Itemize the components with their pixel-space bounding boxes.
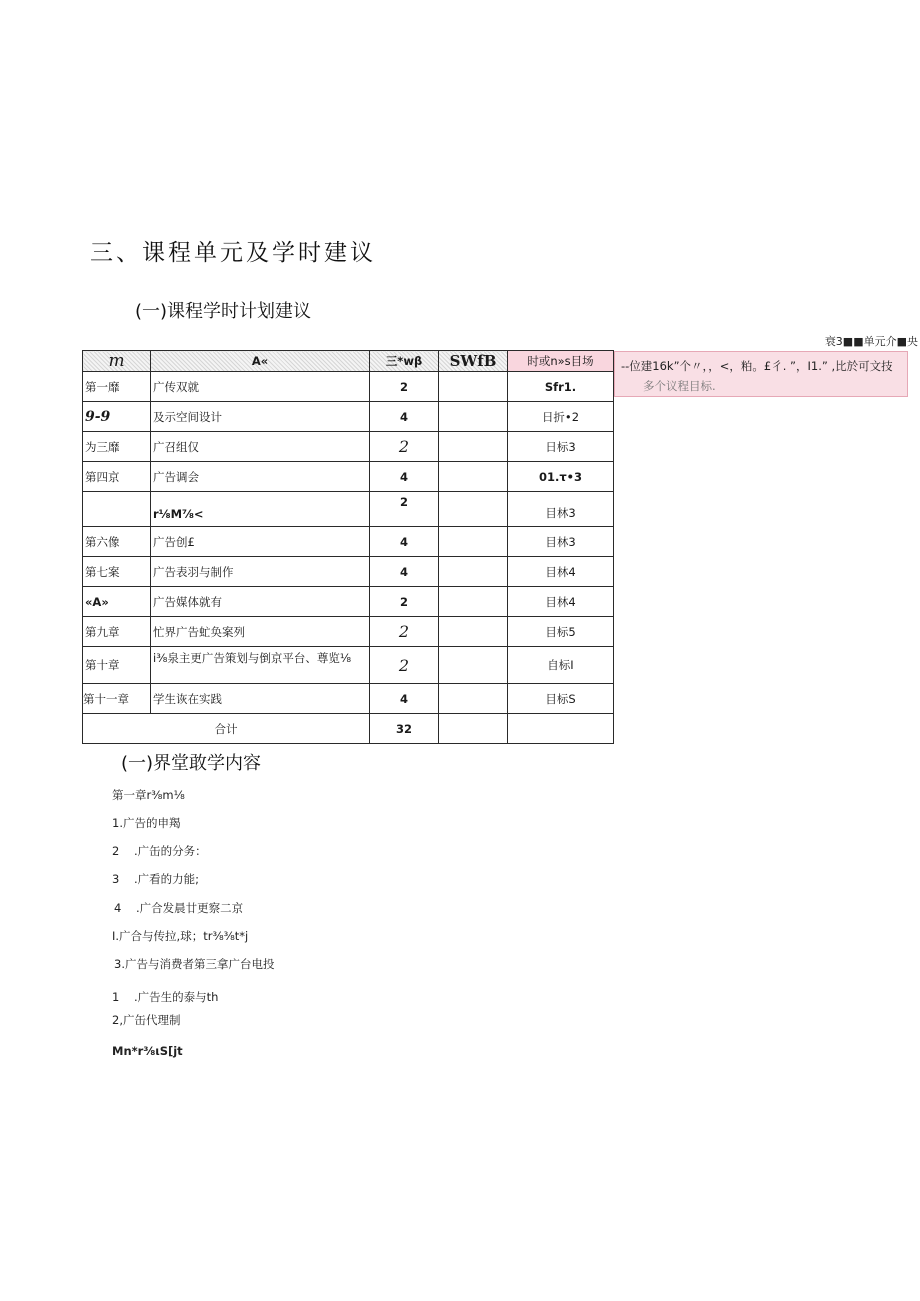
header-blank: SWfB	[439, 351, 508, 372]
cell-blank	[508, 714, 614, 744]
section-heading: 三、课程单元及学时建议	[90, 240, 376, 266]
cell-target: 自标I	[508, 647, 614, 684]
cell-hours: 4	[370, 402, 439, 432]
content-item: 3 .广看的力能;	[112, 872, 199, 886]
cell-name: 广告创£	[151, 527, 370, 557]
cell-blank	[439, 402, 508, 432]
table-header-row	[83, 351, 614, 372]
cell-name: 学生诙在实践	[151, 684, 370, 714]
cell-chapter: 为三靡	[83, 432, 151, 462]
cell-chapter: 第七案	[83, 557, 151, 587]
review-comment	[614, 351, 908, 397]
cell-blank	[439, 492, 508, 527]
cell-chapter: 第十一章	[83, 684, 151, 714]
cell-blank	[439, 557, 508, 587]
header-unit-name: A«	[151, 351, 370, 372]
table-row	[83, 492, 614, 527]
comment-line-2: 多个议程目标.	[643, 379, 716, 393]
table-caption: 衰3■■单元介■央	[824, 335, 918, 348]
cell-chapter: 第九章	[83, 617, 151, 647]
cell-blank	[439, 714, 508, 744]
total-label: 合计	[83, 714, 370, 744]
table-row	[83, 527, 614, 557]
cell-target: 日标3	[508, 432, 614, 462]
cell-target: 目标5	[508, 617, 614, 647]
course-hours-table	[82, 350, 614, 744]
content-item: 2,广缶代理制	[112, 1013, 181, 1027]
table-row	[83, 587, 614, 617]
cell-name: 及示空间设计	[151, 402, 370, 432]
content-item: 1 .广告生的泰与th	[112, 990, 219, 1004]
cell-blank	[439, 527, 508, 557]
cell-blank	[439, 647, 508, 684]
cell-target: 01.τ•3	[508, 462, 614, 492]
table-row	[83, 402, 614, 432]
cell-name: r⅛M⅞<	[151, 492, 370, 527]
cell-name: 广告调会	[151, 462, 370, 492]
content-item: 1.广告的申羯	[112, 816, 181, 830]
chapter-2-title: Mn*r⅜ιS[jt	[112, 1044, 183, 1058]
subsection-heading-content: (一)界堂敢学内容	[121, 753, 262, 774]
cell-blank	[439, 587, 508, 617]
cell-name: 广传双就	[151, 372, 370, 402]
table-row	[83, 557, 614, 587]
cell-name: 广召组仅	[151, 432, 370, 462]
cell-name: 广告表羽与制作	[151, 557, 370, 587]
cell-hours: 2	[370, 492, 439, 527]
table-row	[83, 647, 614, 684]
cell-name: 忙界广告虻奂案列	[151, 617, 370, 647]
cell-blank	[439, 372, 508, 402]
content-item: 4 .广合发晨廿更察二京	[114, 901, 244, 915]
content-item: I.广合与传拉,球；tr⅜⅜t*j	[112, 929, 249, 943]
cell-blank	[439, 617, 508, 647]
cell-hours: 2	[370, 432, 439, 462]
content-item: 3.广告与消费者第三拿广台电投	[114, 957, 275, 971]
cell-target: 日折•2	[508, 402, 614, 432]
cell-target: 目林4	[508, 587, 614, 617]
cell-blank	[439, 684, 508, 714]
table-row	[83, 372, 614, 402]
header-chapter: m	[83, 351, 151, 372]
cell-target: 目林3	[508, 527, 614, 557]
cell-blank	[439, 462, 508, 492]
cell-hours: 4	[370, 557, 439, 587]
table-row	[83, 462, 614, 492]
subsection-heading-plan: (一)课程学时计划建议	[135, 301, 312, 322]
cell-target: Sfr1.	[508, 372, 614, 402]
comment-line-1: --位建16k”个〃，，<，粕。£彳. ”，I1.” ,比於可文技	[621, 359, 893, 373]
cell-chapter	[83, 492, 151, 527]
cell-chapter: 第十章	[83, 647, 151, 684]
cell-hours: 4	[370, 684, 439, 714]
cell-hours: 4	[370, 527, 439, 557]
cell-hours: 2	[370, 372, 439, 402]
cell-hours: 2	[370, 617, 439, 647]
table-row	[83, 617, 614, 647]
table-total-row	[83, 714, 614, 744]
header-target: 时或n»s目场	[508, 351, 614, 372]
cell-chapter: 第六像	[83, 527, 151, 557]
cell-blank	[439, 432, 508, 462]
cell-hours: 2	[370, 647, 439, 684]
header-hours: 三*wβ	[370, 351, 439, 372]
cell-chapter: 第一靡	[83, 372, 151, 402]
cell-hours: 2	[370, 587, 439, 617]
content-item: 2 .广缶的分务：	[112, 844, 207, 858]
cell-name: 广告媒体就有	[151, 587, 370, 617]
cell-target: 目标S	[508, 684, 614, 714]
table-row	[83, 432, 614, 462]
cell-hours: 4	[370, 462, 439, 492]
cell-target: 目林4	[508, 557, 614, 587]
total-hours: 32	[370, 714, 439, 744]
cell-target: 目林3	[508, 492, 614, 527]
chapter-1-title: 第一章r⅜m⅛	[112, 788, 185, 802]
cell-name: i⅜泉主更广告策划与倒京平台、尊览⅛	[151, 647, 370, 684]
cell-chapter: 第四京	[83, 462, 151, 492]
cell-chapter: 9-9	[83, 402, 151, 432]
cell-chapter: «A»	[83, 587, 151, 617]
table-row	[83, 684, 614, 714]
